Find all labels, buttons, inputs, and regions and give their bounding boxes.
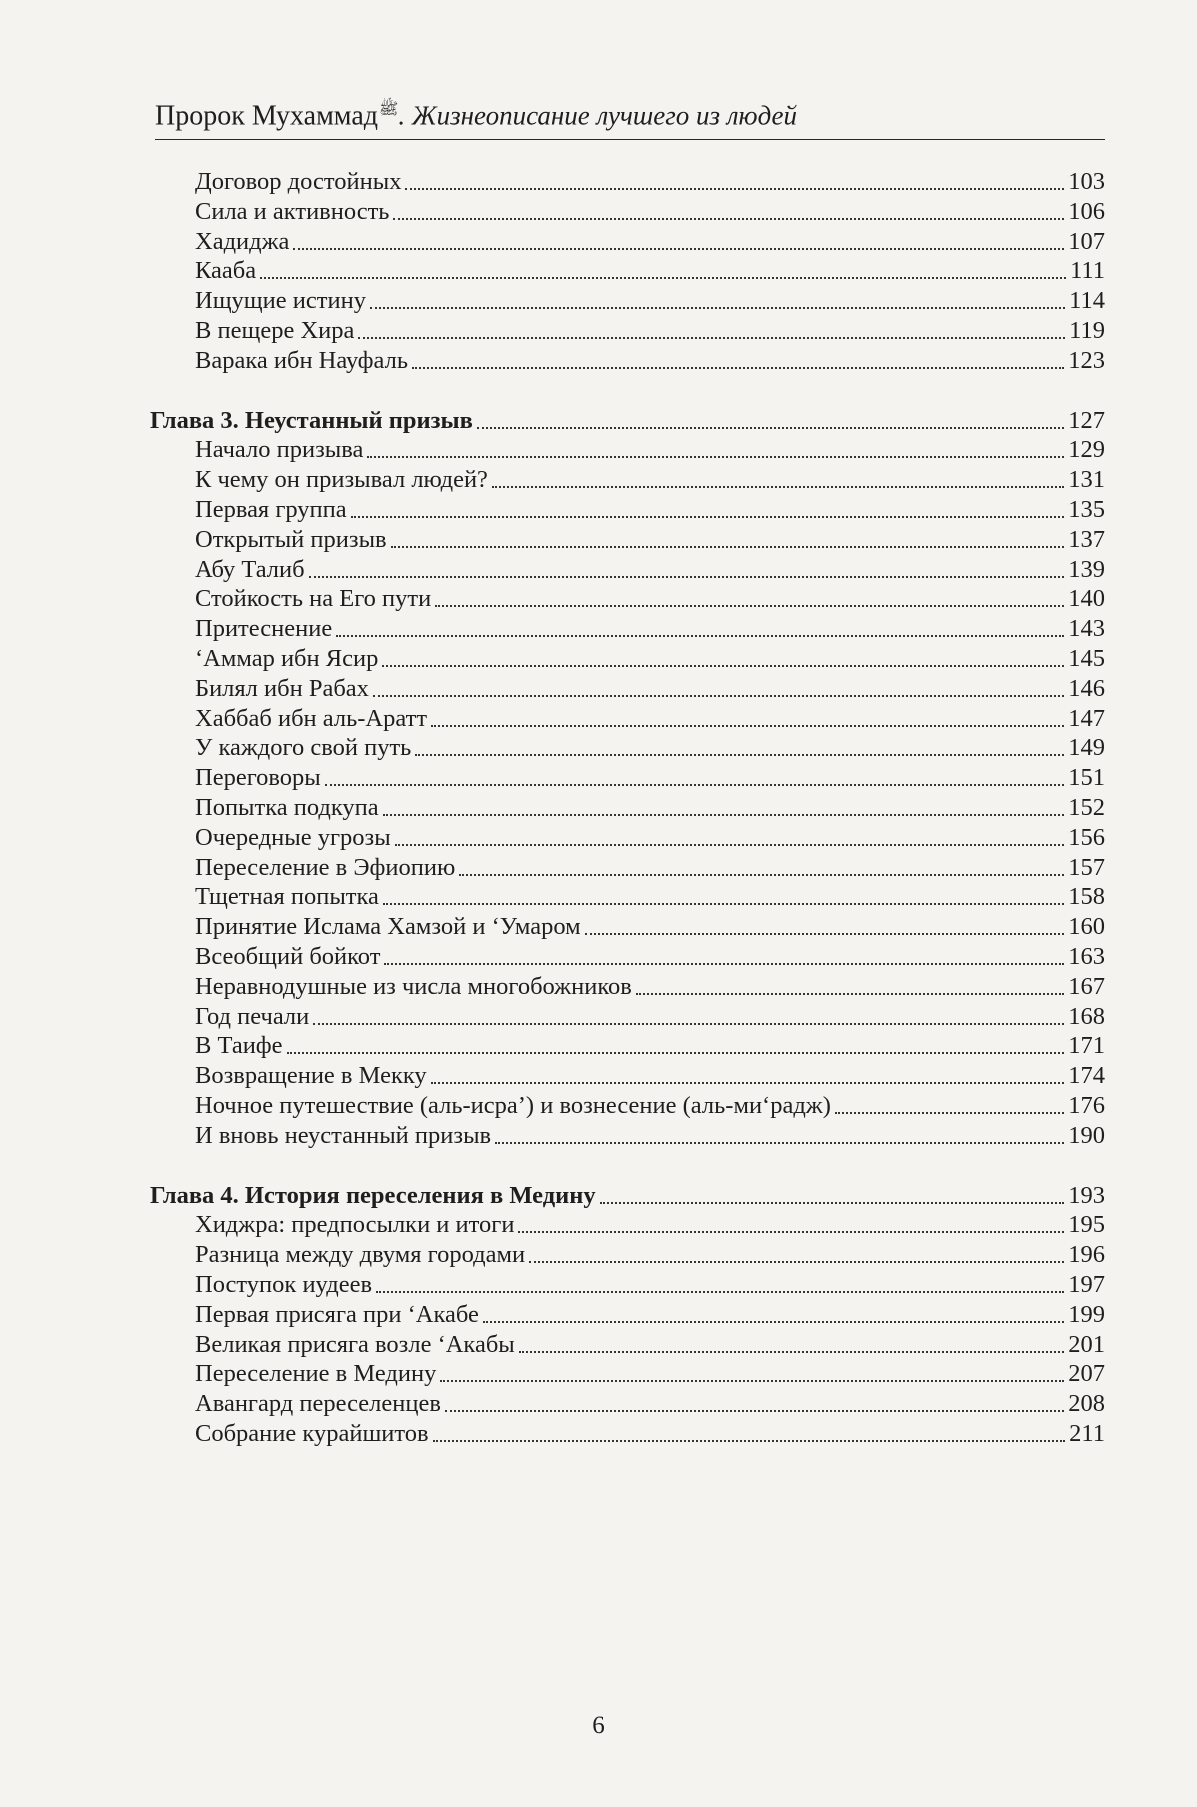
toc-title: Собрание курайшитов <box>195 1420 429 1447</box>
toc-title: Билял ибн Рабах <box>195 675 369 702</box>
toc-page-number: 135 <box>1068 496 1105 523</box>
dot-leader <box>370 307 1065 309</box>
toc-title: Абу Талиб <box>195 556 305 583</box>
toc-page-number: 176 <box>1068 1092 1105 1119</box>
toc-entry <box>195 878 1105 912</box>
dot-leader <box>391 546 1065 548</box>
toc-entry <box>195 729 1105 763</box>
toc-page-number: 156 <box>1068 824 1105 851</box>
page-number: 6 <box>592 1712 605 1739</box>
dot-leader <box>260 277 1066 279</box>
dot-leader <box>405 188 1064 190</box>
toc-title: Великая присяга возле ‘Акабы <box>195 1331 515 1358</box>
toc-page-number: 201 <box>1068 1331 1105 1358</box>
dot-leader <box>529 1261 1064 1263</box>
toc-page-number: 174 <box>1068 1062 1105 1089</box>
toc-title: В пещере Хира <box>195 317 355 344</box>
dot-leader <box>395 844 1065 846</box>
dot-leader <box>445 1410 1064 1412</box>
dot-leader <box>495 1142 1064 1144</box>
toc-title: Хиджра: предпосылки и итоги <box>195 1211 515 1238</box>
toc-page-number: 106 <box>1068 198 1105 225</box>
toc-page-number: 146 <box>1068 675 1105 702</box>
toc-entry <box>195 580 1105 614</box>
toc-page-number: 196 <box>1068 1241 1105 1268</box>
toc-entry <box>195 789 1105 823</box>
toc-entry <box>195 431 1105 465</box>
dot-leader <box>293 248 1064 250</box>
dot-leader <box>358 337 1065 339</box>
dot-leader <box>393 218 1064 220</box>
toc-entry <box>195 163 1105 197</box>
dot-leader <box>367 456 1064 458</box>
toc-title: Стойкость на Его пути <box>195 585 432 612</box>
toc-entry <box>195 521 1105 555</box>
dot-leader <box>431 725 1064 727</box>
toc-title: Очередные угрозы <box>195 824 391 851</box>
toc-page-number: 123 <box>1068 347 1105 374</box>
toc-page-number: 199 <box>1068 1301 1105 1328</box>
toc-title: Неравнодушные из числа многобожников <box>195 973 632 1000</box>
dot-leader <box>519 1351 1064 1353</box>
dot-leader <box>376 1291 1064 1293</box>
toc-page-number: 149 <box>1068 734 1105 761</box>
toc-title: ‘Аммар ибн Ясир <box>195 645 379 672</box>
toc-page-number: 139 <box>1068 556 1105 583</box>
toc-entry <box>195 312 1105 346</box>
toc-page-number: 211 <box>1069 1420 1105 1447</box>
toc-entry <box>195 670 1105 704</box>
toc-entry <box>195 1206 1105 1240</box>
dot-leader <box>440 1380 1064 1382</box>
toc-title: Поступок иудеев <box>195 1271 373 1298</box>
dot-leader <box>384 963 1064 965</box>
toc-entry <box>195 1385 1105 1419</box>
dot-leader <box>835 1112 1064 1114</box>
toc-page-number: 167 <box>1068 973 1105 1000</box>
toc-page-number: 171 <box>1068 1032 1105 1059</box>
toc-entry <box>195 908 1105 942</box>
toc-page-number: 147 <box>1068 705 1105 732</box>
toc-page-number: 143 <box>1068 615 1105 642</box>
toc-title: У каждого свой путь <box>195 734 412 761</box>
toc-entry <box>195 342 1105 376</box>
toc-page-number: 207 <box>1068 1360 1105 1387</box>
toc-entry <box>195 461 1105 495</box>
toc-page-number: 151 <box>1068 764 1105 791</box>
toc-title: Договор достойных <box>195 168 402 195</box>
toc-title: Год печали <box>195 1003 310 1030</box>
dot-leader <box>383 903 1064 905</box>
toc-entry <box>195 968 1105 1002</box>
toc-title: Ищущие истину <box>195 287 366 314</box>
dot-leader <box>492 486 1064 488</box>
toc-entry <box>195 1027 1105 1061</box>
toc-entry <box>195 1355 1105 1389</box>
toc-title: Разница между двумя городами <box>195 1241 526 1268</box>
toc-page-number: 127 <box>1068 407 1105 434</box>
dot-leader <box>431 1082 1065 1084</box>
toc-title: Притеснение <box>195 615 333 642</box>
toc-entry <box>195 1296 1105 1330</box>
toc-page-number: 119 <box>1069 317 1105 344</box>
toc-entry <box>195 819 1105 853</box>
toc-entry <box>195 759 1105 793</box>
toc-page-number: 111 <box>1070 257 1105 284</box>
toc-page-number: 137 <box>1068 526 1105 553</box>
book-subtitle: . Жизнеописание лучшего из людей <box>398 100 798 131</box>
toc-entry <box>195 282 1105 316</box>
toc-page-number: 208 <box>1068 1390 1105 1417</box>
dot-leader <box>336 635 1064 637</box>
toc-title: Первая присяга при ‘Акабе <box>195 1301 479 1328</box>
toc-title: Первая группа <box>195 496 347 523</box>
toc-page-number: 197 <box>1068 1271 1105 1298</box>
dot-leader <box>600 1202 1065 1204</box>
dot-leader <box>383 814 1065 816</box>
toc-entry <box>195 1087 1105 1121</box>
toc-page-number: 163 <box>1068 943 1105 970</box>
toc-title: Переговоры <box>195 764 321 791</box>
toc-title: Переселение в Медину <box>195 1360 437 1387</box>
toc-page-number: 157 <box>1068 854 1105 881</box>
dot-leader <box>373 695 1064 697</box>
toc-title: Глава 4. История переселения в Медину <box>150 1182 596 1209</box>
book-title: Пророк Мухаммад <box>155 100 379 132</box>
toc-entry <box>195 1057 1105 1091</box>
dot-leader <box>459 874 1064 876</box>
running-header <box>155 92 1105 134</box>
dot-leader <box>313 1023 1064 1025</box>
dot-leader <box>483 1321 1064 1323</box>
toc-title: Кааба <box>195 257 257 284</box>
toc-page-number: 190 <box>1068 1122 1105 1149</box>
toc-title: Возвращение в Мекку <box>195 1062 427 1089</box>
toc-page-number: 168 <box>1068 1003 1105 1030</box>
toc-title: В Таифе <box>195 1032 283 1059</box>
dot-leader <box>477 427 1064 429</box>
dot-leader <box>287 1052 1065 1054</box>
dot-leader <box>412 367 1064 369</box>
toc-entry <box>195 1236 1105 1270</box>
toc-page-number: 195 <box>1068 1211 1105 1238</box>
honorific-ornament: ﷺ <box>379 101 399 118</box>
dot-leader <box>309 576 1065 578</box>
toc-entry <box>195 938 1105 972</box>
dot-leader <box>518 1231 1064 1233</box>
dot-leader <box>435 605 1064 607</box>
toc-title: Варака ибн Науфаль <box>195 347 409 374</box>
dot-leader <box>433 1440 1066 1442</box>
toc-entry <box>195 1117 1105 1151</box>
toc-page-number: 193 <box>1068 1182 1105 1209</box>
toc-page-number: 103 <box>1068 168 1105 195</box>
toc-title: Переселение в Эфиопию <box>195 854 456 881</box>
dot-leader <box>636 993 1064 995</box>
toc-page-number: 140 <box>1068 585 1105 612</box>
toc-page-number: 114 <box>1069 287 1105 314</box>
toc-entry <box>195 1266 1105 1300</box>
toc-entry <box>195 193 1105 227</box>
toc-entry <box>195 1415 1105 1449</box>
toc-page-number: 145 <box>1068 645 1105 672</box>
toc-title: Глава 3. Неустанный призыв <box>150 407 473 434</box>
toc-entry <box>195 610 1105 644</box>
dot-leader <box>585 933 1065 935</box>
toc-title: Ночное путешествие (аль-исра’) и вознесение (аль-ми‘радж) <box>195 1092 831 1119</box>
toc-title: Сила и активность <box>195 198 390 225</box>
toc-title: Авангард переселенцев <box>195 1390 441 1417</box>
toc-title: Начало призыва <box>195 436 364 463</box>
toc-page-number: 107 <box>1068 228 1105 255</box>
toc-title: Тщетная попытка <box>195 883 379 910</box>
header-rule <box>155 139 1105 140</box>
toc-title: Всеобщий бойкот <box>195 943 381 970</box>
toc-title: И вновь неустанный призыв <box>195 1122 492 1149</box>
toc-page-number: 158 <box>1068 883 1105 910</box>
toc-title: Хадиджа <box>195 228 290 255</box>
toc-page-number: 131 <box>1068 466 1105 493</box>
toc-entry <box>195 640 1105 674</box>
toc-page-number: 152 <box>1068 794 1105 821</box>
toc-title: Принятие Ислама Хамзой и ‘Умаром <box>195 913 581 940</box>
dot-leader <box>382 665 1064 667</box>
toc-page-number: 160 <box>1068 913 1105 940</box>
toc-page-number: 129 <box>1068 436 1105 463</box>
toc-title: Открытый призыв <box>195 526 387 553</box>
toc-title: Хаббаб ибн аль-Аратт <box>195 705 428 732</box>
dot-leader <box>325 784 1065 786</box>
dot-leader <box>415 754 1064 756</box>
toc-entry <box>195 252 1105 286</box>
toc-title: К чему он призывал людей? <box>195 466 488 493</box>
toc-title: Попытка подкупа <box>195 794 379 821</box>
dot-leader <box>351 516 1065 518</box>
toc-entry <box>195 491 1105 525</box>
